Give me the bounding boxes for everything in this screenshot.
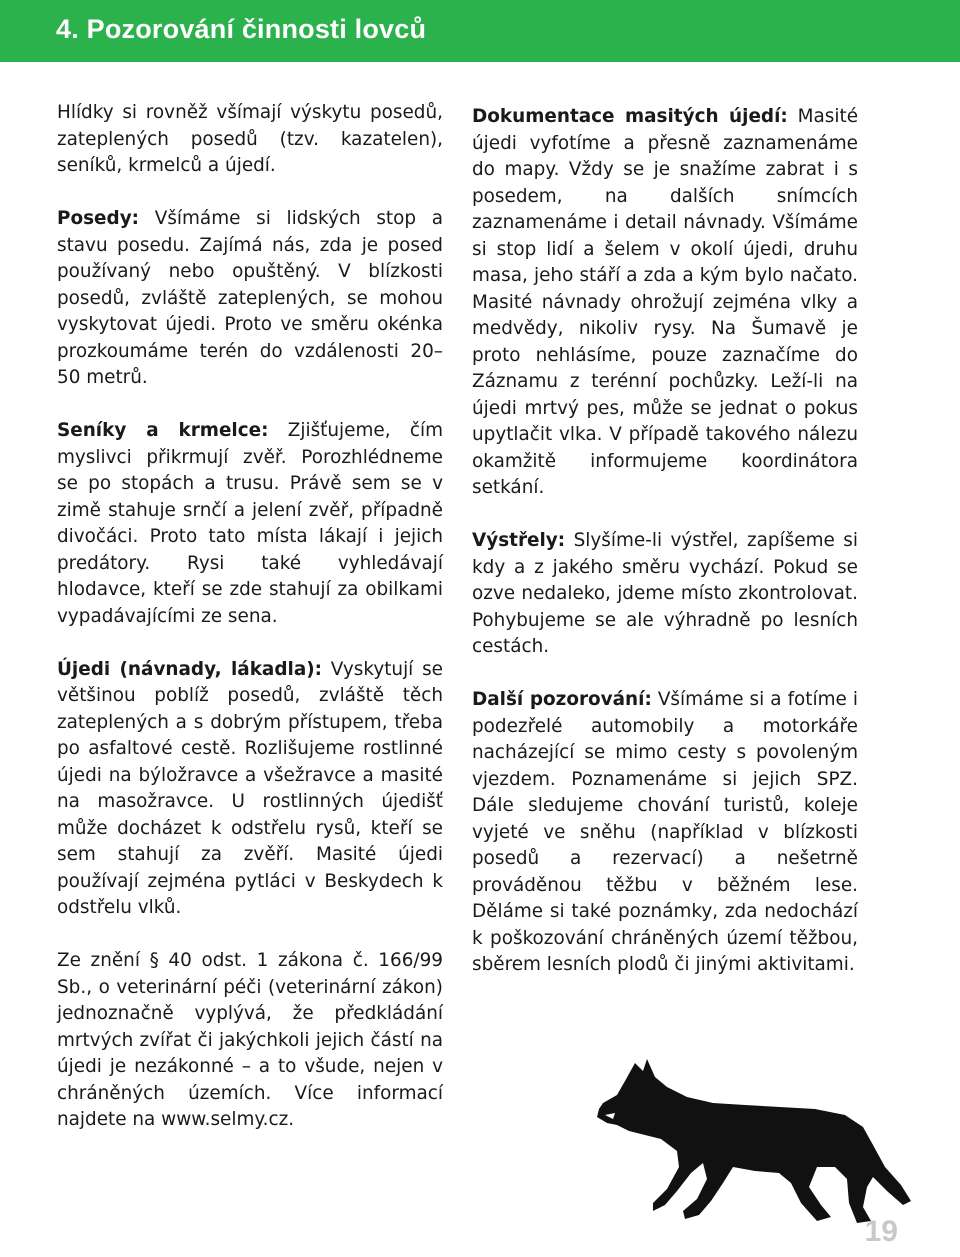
- dalsi-lead: Další pozorování:: [472, 689, 652, 710]
- vystrely-text: Slyšíme-li výstřel, zapíšeme si kdy a z jakého směru vychází. Pokud se ozve nedaleko, jdeme místo zkontrolovat. Pohybujeme se ale výhradně po lesních cestách.: [472, 530, 858, 657]
- ujedi-lead: Újedi (návnady, lákadla):: [57, 658, 322, 680]
- dokumentace-lead: Dokumentace masitých újedí:: [472, 106, 788, 127]
- posedy-paragraph: [57, 206, 443, 392]
- dokumentace-text: Masité újedi vyfotíme a přesně zaznamenáme do mapy. Vždy se je snažíme zabrat i s posedem, na dalších snímcích zaznamenáme i detail návnady. Všímáme si stop lidí a šelem v okolí újedi, druhu masa, jeho stáří a zda a kým bylo načato. Masité návnady ohrožují zejména vlky a medvědy, nikoliv rysy. Na Šumavě je proto nehlásíme, pouze zaznačíme do Záznamu z terénní pochůzky. Leží-li na újedi mrtvý pes, může se jednat o pokus upytlačit vlka. V případě takového nálezu okamžitě informujeme koordinátora setkání.: [472, 106, 859, 498]
- posedy-text: Všímáme si lidských stop a stavu posedu. Zajímá nás, zda je posed používaný nebo opuštěný. V blízkosti posedů, zvláště zateplených, se mohou vyskytovat újedi. Proto ve směru okénka prozkoumáme terén do vzdálenosti 20–50 metrů.: [57, 208, 443, 388]
- ujedi-text: Vyskytují se většinou poblíž posedů, zvláště těch zateplených a s dobrým přístupem, třeba po asfaltové cestě. Rozlišujeme rostlinné újedi na býložravce a všežravce a masité na masožravce. U rostlinných újedišť může docházet k odstřelu rysů, kteří se sem stahují za zvěří. Masité újedi používají zejména pytláci v Beskydech k odstřelu vlků.: [57, 658, 443, 918]
- ujedi-paragraph: [57, 657, 443, 922]
- left-column: [57, 100, 443, 1160]
- posedy-lead: Posedy:: [57, 208, 140, 229]
- chapter-header: [0, 0, 960, 62]
- dokumentace-paragraph: [472, 104, 858, 502]
- law-paragraph: Ze znění § 40 odst. 1 zákona č. 166/99 Sb., o veterinární péči (veterinární zákon) jednoznačně vyplývá, že předkládání mrtvých zvířat či jakýchkoli jejich částí na újedi je nezákonné – a to všude, nejen v chráněných územích. Více informací najdete na www.selmy.cz.: [57, 950, 443, 1130]
- intro-paragraph: Hlídky si rovněž všímají výskytu posedů, zateplených posedů (tzv. kazatelen), seníků, krmelců a újedí.: [57, 102, 443, 176]
- wolf-silhouette-icon: [595, 1055, 915, 1225]
- seniky-lead: Seníky a krmelce:: [57, 420, 269, 441]
- vystrely-lead: Výstřely:: [472, 530, 566, 551]
- seniky-text: Zjišťujeme, čím myslivci přikrmují zvěř. Porozhlédneme se po stopách a trusu. Právě sem se v zimě stahuje srnčí a jelení zvěř, případně divočáci. Proto tato místa lákají i jejich predátory. Rysi také vyhledávají hlodavce, kteří se zde stahují za obilkami vypadávajícími ze sena.: [57, 420, 443, 627]
- chapter-title: 4. Pozorování činnosti lovců: [56, 14, 427, 44]
- page-number: 19: [864, 1215, 898, 1248]
- seniky-paragraph: [57, 418, 443, 630]
- right-column: [472, 104, 858, 1005]
- dalsi-text: Všímáme si a fotíme i podezřelé automobily a motorkáře nacházející se mimo cesty s povoleným vjezdem. Poznamenáme si jejich SPZ. Dále sledujeme chování turistů, koleje vyjeté ve sněhu (například v blízkosti posedů a rezervací) a nešetrně prováděnou těžbu v běžném lese. Děláme si také poznámky, zda nedochází k poškozování chráněných území těžbou, sběrem lesních plodů či jinými aktivitami.: [472, 689, 858, 975]
- vystrely-paragraph: [472, 528, 858, 661]
- dalsi-paragraph: [472, 687, 858, 979]
